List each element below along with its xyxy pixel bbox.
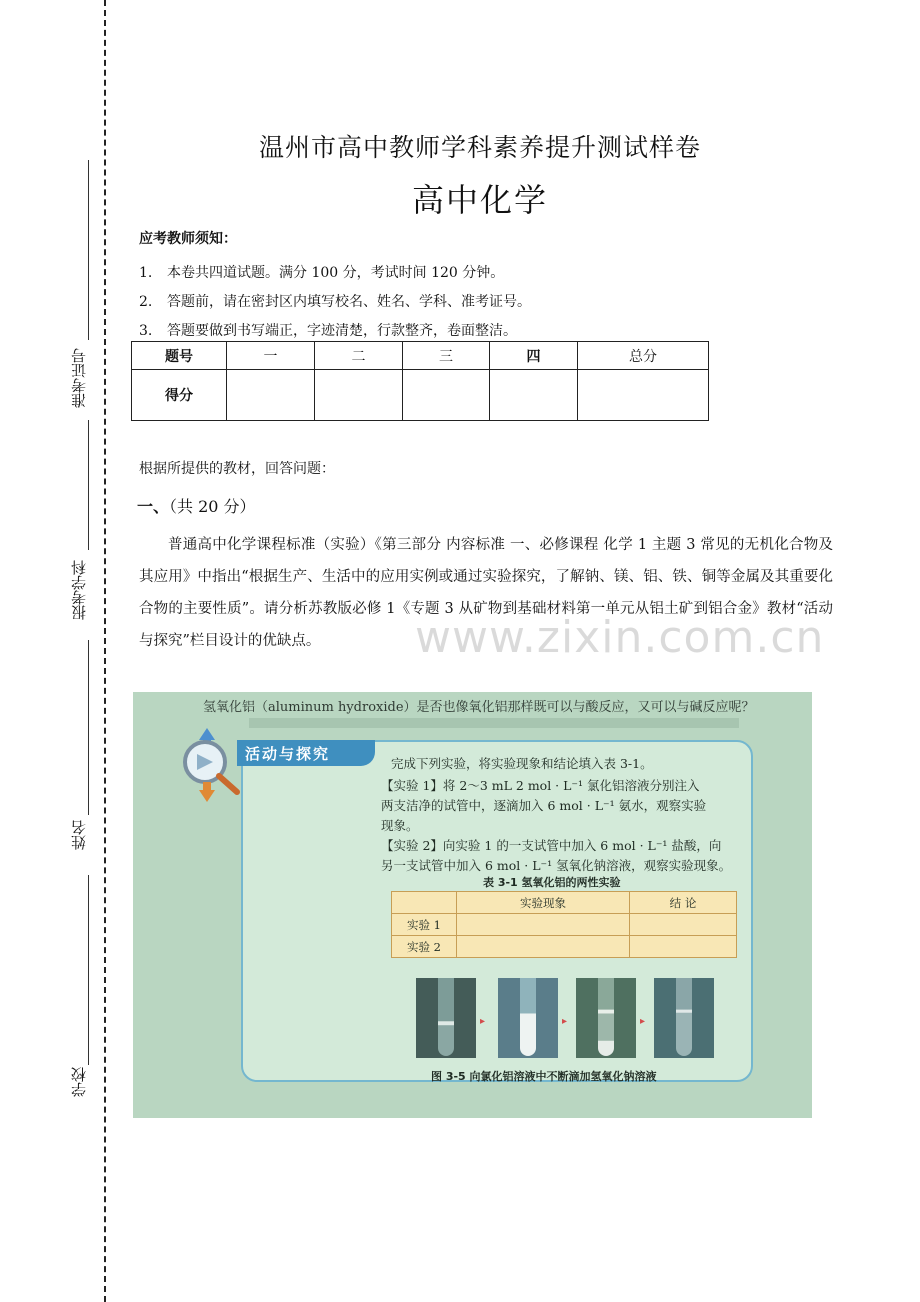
test-tube [520, 978, 536, 1056]
experiment-header-cell [392, 892, 457, 914]
score-table [131, 341, 709, 421]
test-tube-photos [416, 978, 726, 1058]
test-tube-photo [498, 978, 558, 1058]
exam-title: 温州市高中教师学科素养提升测试样卷 [258, 133, 701, 162]
activity-text-line: 【实验 2】向实验 1 的一支试管中加入 6 mol · L⁻¹ 盐酸，向 [381, 838, 722, 853]
experiment-cell [457, 936, 630, 958]
test-tube-photo [654, 978, 714, 1058]
test-tube-photo [416, 978, 476, 1058]
score-input-cell[interactable] [315, 370, 403, 421]
notice-item-number: 2. [139, 294, 153, 310]
notice-item-text: 本卷共四道试题。满分 100 分，考试时间 120 分钟。 [167, 265, 505, 281]
experiment-cell [630, 914, 737, 936]
test-tube-photo [576, 978, 636, 1058]
score-input-cell[interactable] [403, 370, 490, 421]
notice-item [139, 320, 517, 340]
score-header-cell: 题号 [132, 342, 227, 370]
score-header-cell: 二 [315, 342, 403, 370]
name-label: 姓名 [70, 820, 88, 850]
score-row-label: 得分 [132, 370, 227, 421]
notice-heading: 应考教师须知： [139, 231, 237, 247]
notice-item-text: 答题要做到书写端正，字迹清楚，行款整齐，卷面整洁。 [167, 323, 517, 339]
experiment-table-row [392, 936, 737, 958]
activity-text-line: 完成下列实验，将实验现象和结论填入表 3-1。 [391, 756, 653, 771]
magnifier-icon [175, 728, 247, 804]
score-table-score-row [132, 370, 709, 421]
question-body: 普通高中化学课程标准（实验）《第三部分 内容标准 一、必修课程 化学 1 主题 3 常见的无机化合物及其应用》中指出“根据生产、生活中的应用实例或通过实验探究，了解钠、镁、铝、铁、铜等金属及其重要化合物的主要性质”。请分析苏教版必修 1《专题 3 从矿物到基础材料第一单元从铝土矿到铝合金》教材“活动与探究”栏目设计的优缺点。 [139, 537, 833, 649]
subject-line-top [88, 420, 89, 550]
experiment-table-header [392, 892, 737, 914]
admission-number-label: 准考证号 [70, 348, 88, 408]
activity-text-line: 另一支试管中加入 6 mol · L⁻¹ 氢氧化钠溶液，观察实验现象。 [381, 858, 732, 873]
experiment-table-row [392, 914, 737, 936]
school-line [88, 875, 89, 1065]
school-label: 学校 [70, 1067, 88, 1097]
arrow-icon: ▸ [640, 1016, 646, 1027]
score-header-cell: 总分 [578, 342, 709, 370]
notice-item-text: 答题前，请在密封区内填写校名、姓名、学科、准考证号。 [167, 294, 531, 310]
experiment-cell [457, 914, 630, 936]
section-points: （共 20 分） [169, 497, 256, 516]
arrow-icon: ▸ [480, 1016, 486, 1027]
activity-banner-title: 活动与探究 [245, 745, 331, 763]
faded-text-band [249, 718, 739, 728]
section-number: 一、 [137, 497, 170, 516]
notice-item-number: 3. [139, 323, 153, 339]
arrow-icon: ▸ [562, 1016, 568, 1027]
exam-subject: 高中化学 [411, 181, 548, 219]
experiment-row-label: 实验 2 [392, 936, 457, 958]
figure-caption: 图 3-5 向氯化铝溶液中不断滴加氢氧化钠溶液 [431, 1070, 657, 1083]
instruction-text: 根据所提供的教材，回答问题： [139, 461, 335, 477]
experiment-header-cell: 结 论 [630, 892, 737, 914]
experiment-cell [630, 936, 737, 958]
watermark: www.zixin.com.cn [415, 612, 825, 663]
notice-item-number: 1. [139, 265, 153, 281]
textbook-question: 氢氧化铝（aluminum hydroxide）是否也像氧化铝那样既可以与酸反应，又可以与碱反应呢？ [203, 700, 755, 715]
experiment-table [391, 891, 737, 958]
experiment-row-label: 实验 1 [392, 914, 457, 936]
score-header-cell: 四 [490, 342, 578, 370]
test-tube [438, 978, 454, 1056]
activity-text-line: 两支洁净的试管中，逐滴加入 6 mol · L⁻¹ 氨水，观察实验 [381, 798, 707, 813]
score-input-cell[interactable] [227, 370, 315, 421]
score-total-cell[interactable] [578, 370, 709, 421]
name-line [88, 640, 89, 815]
activity-text-line: 现象。 [381, 818, 419, 833]
score-header-cell: 三 [403, 342, 490, 370]
score-table-header-row [132, 342, 709, 370]
notice-item [139, 262, 504, 282]
activity-text-line: 【实验 1】将 2～3 mL 2 mol · L⁻¹ 氯化铝溶液分别注入 [381, 778, 700, 793]
score-header-cell: 一 [227, 342, 315, 370]
experiment-header-cell: 实验现象 [457, 892, 630, 914]
section-heading [137, 494, 256, 517]
test-tube [676, 978, 692, 1056]
subject-label: 报考学科 [70, 560, 88, 620]
textbook-excerpt-image [133, 692, 812, 1118]
table-caption: 表 3-1 氢氧化铝的两性实验 [483, 876, 621, 889]
test-tube [598, 978, 614, 1056]
score-input-cell[interactable] [490, 370, 578, 421]
notice-item [139, 291, 531, 311]
